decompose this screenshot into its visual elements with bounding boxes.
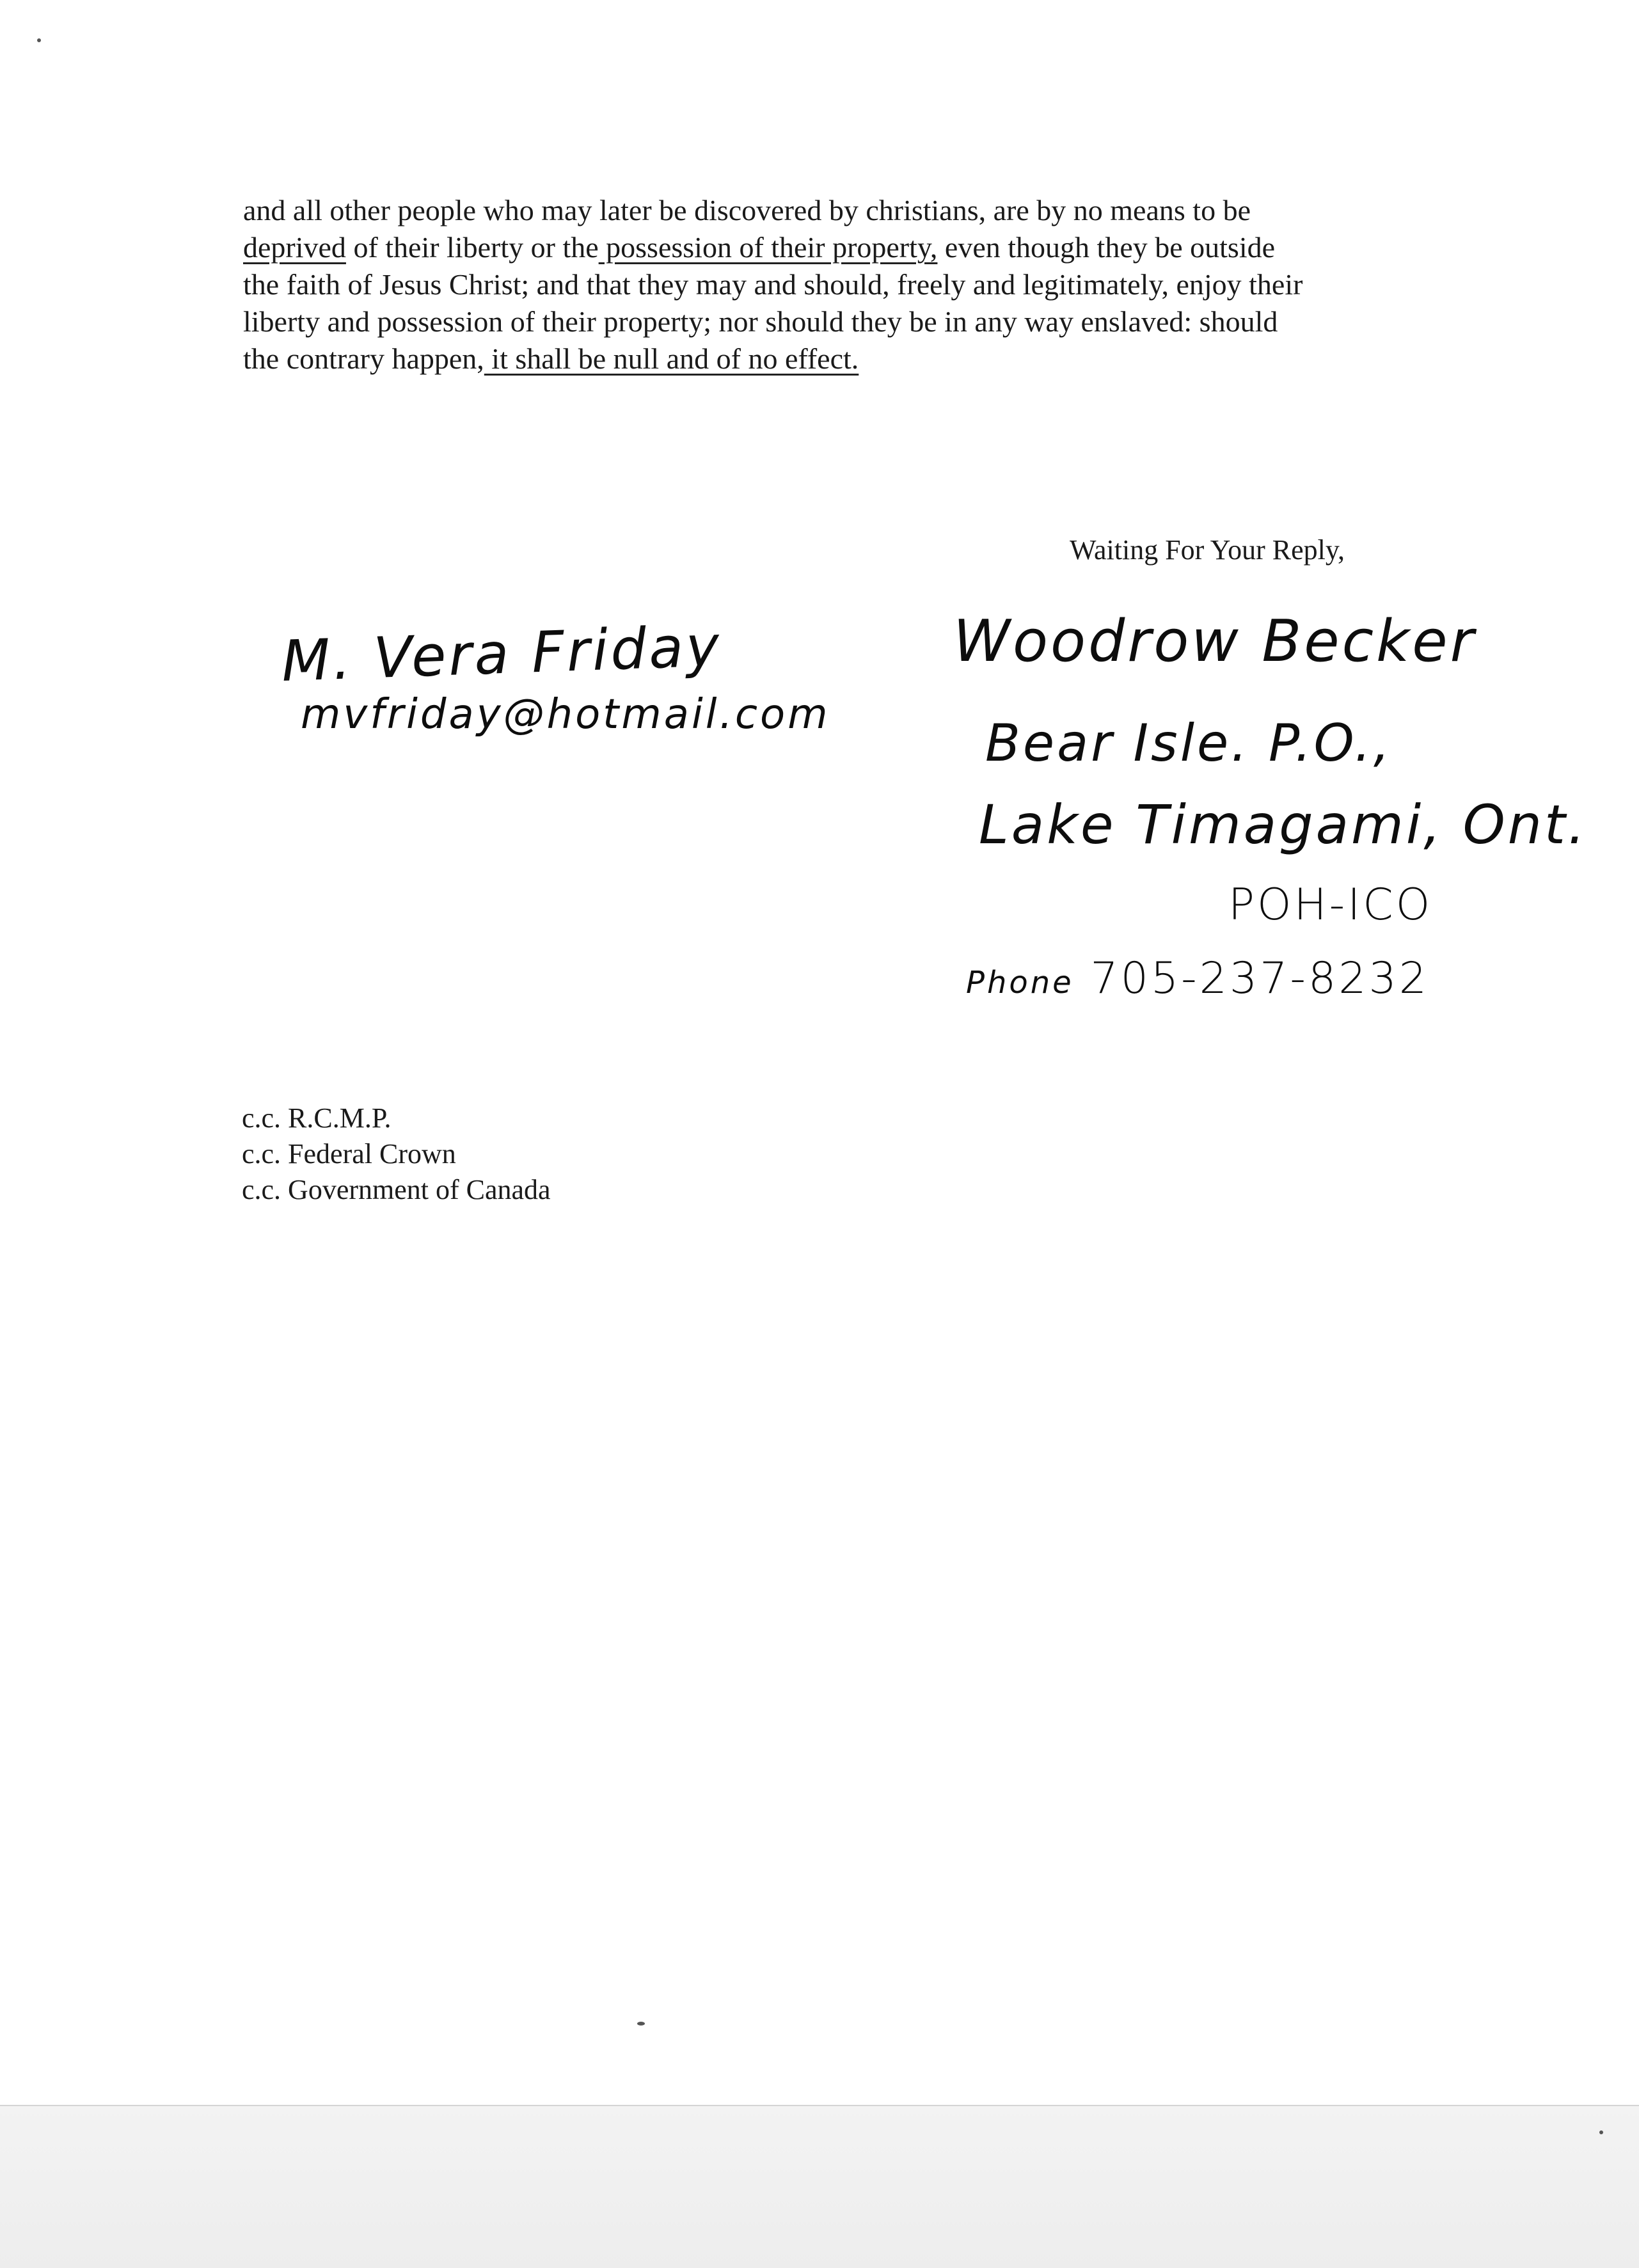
underlined-phrase: it shall be null and of no effect. — [484, 342, 859, 375]
body-line-4 — [243, 303, 1459, 340]
closing-salutation: Waiting For Your Reply, — [1070, 534, 1345, 566]
underlined-phrase: possession of their property, — [598, 231, 938, 264]
cc-item: c.c. R.C.M.P. — [242, 1102, 392, 1134]
handwritten-address-line-1: Bear Isle. P.O., — [985, 713, 1393, 773]
body-text-segment: the faith of Jesus Christ; and that they may and should, freely and legitimately, enjoy their — [243, 268, 1303, 301]
body-line-2 — [243, 229, 1459, 266]
handwritten-email: mvfriday@hotmail.com — [301, 691, 830, 738]
body-text-segment: liberty and possession of their property; nor should they be in any way enslaved: should — [243, 305, 1278, 338]
phone-number: 705-237-8232 — [1090, 953, 1430, 1004]
scan-speck — [37, 38, 41, 42]
handwritten-signature-right: Woodrow Becker — [953, 608, 1477, 675]
cc-item: c.c. Government of Canada — [242, 1174, 551, 1205]
phone-label: Phone — [966, 965, 1074, 1001]
letter-body — [243, 192, 1459, 377]
scan-speck — [1599, 2130, 1603, 2134]
handwritten-postal-code: POH-ICO — [1228, 880, 1433, 930]
handwritten-address-line-2: Lake Timagami, Ont. — [979, 793, 1588, 856]
body-line-3 — [243, 266, 1459, 303]
body-line-1 — [243, 192, 1459, 229]
cc-item: c.c. Federal Crown — [242, 1138, 456, 1170]
underlined-phrase: deprived — [243, 231, 346, 264]
cc-list — [242, 1100, 551, 1208]
body-line-5 — [243, 340, 1459, 377]
body-text-segment: of their liberty or the — [345, 231, 599, 264]
body-text-segment: and all other people who may later be discovered by christians, are by no means to be — [243, 194, 1251, 226]
handwritten-signature-left: M. Vera Friday — [280, 613, 723, 694]
body-text-segment: even though they be outside — [937, 231, 1276, 264]
scan-speck — [637, 2022, 645, 2026]
scan-page-edge — [0, 2105, 1639, 2268]
body-text-segment: the contrary happen, — [243, 342, 484, 375]
handwritten-phone — [966, 953, 1429, 1004]
